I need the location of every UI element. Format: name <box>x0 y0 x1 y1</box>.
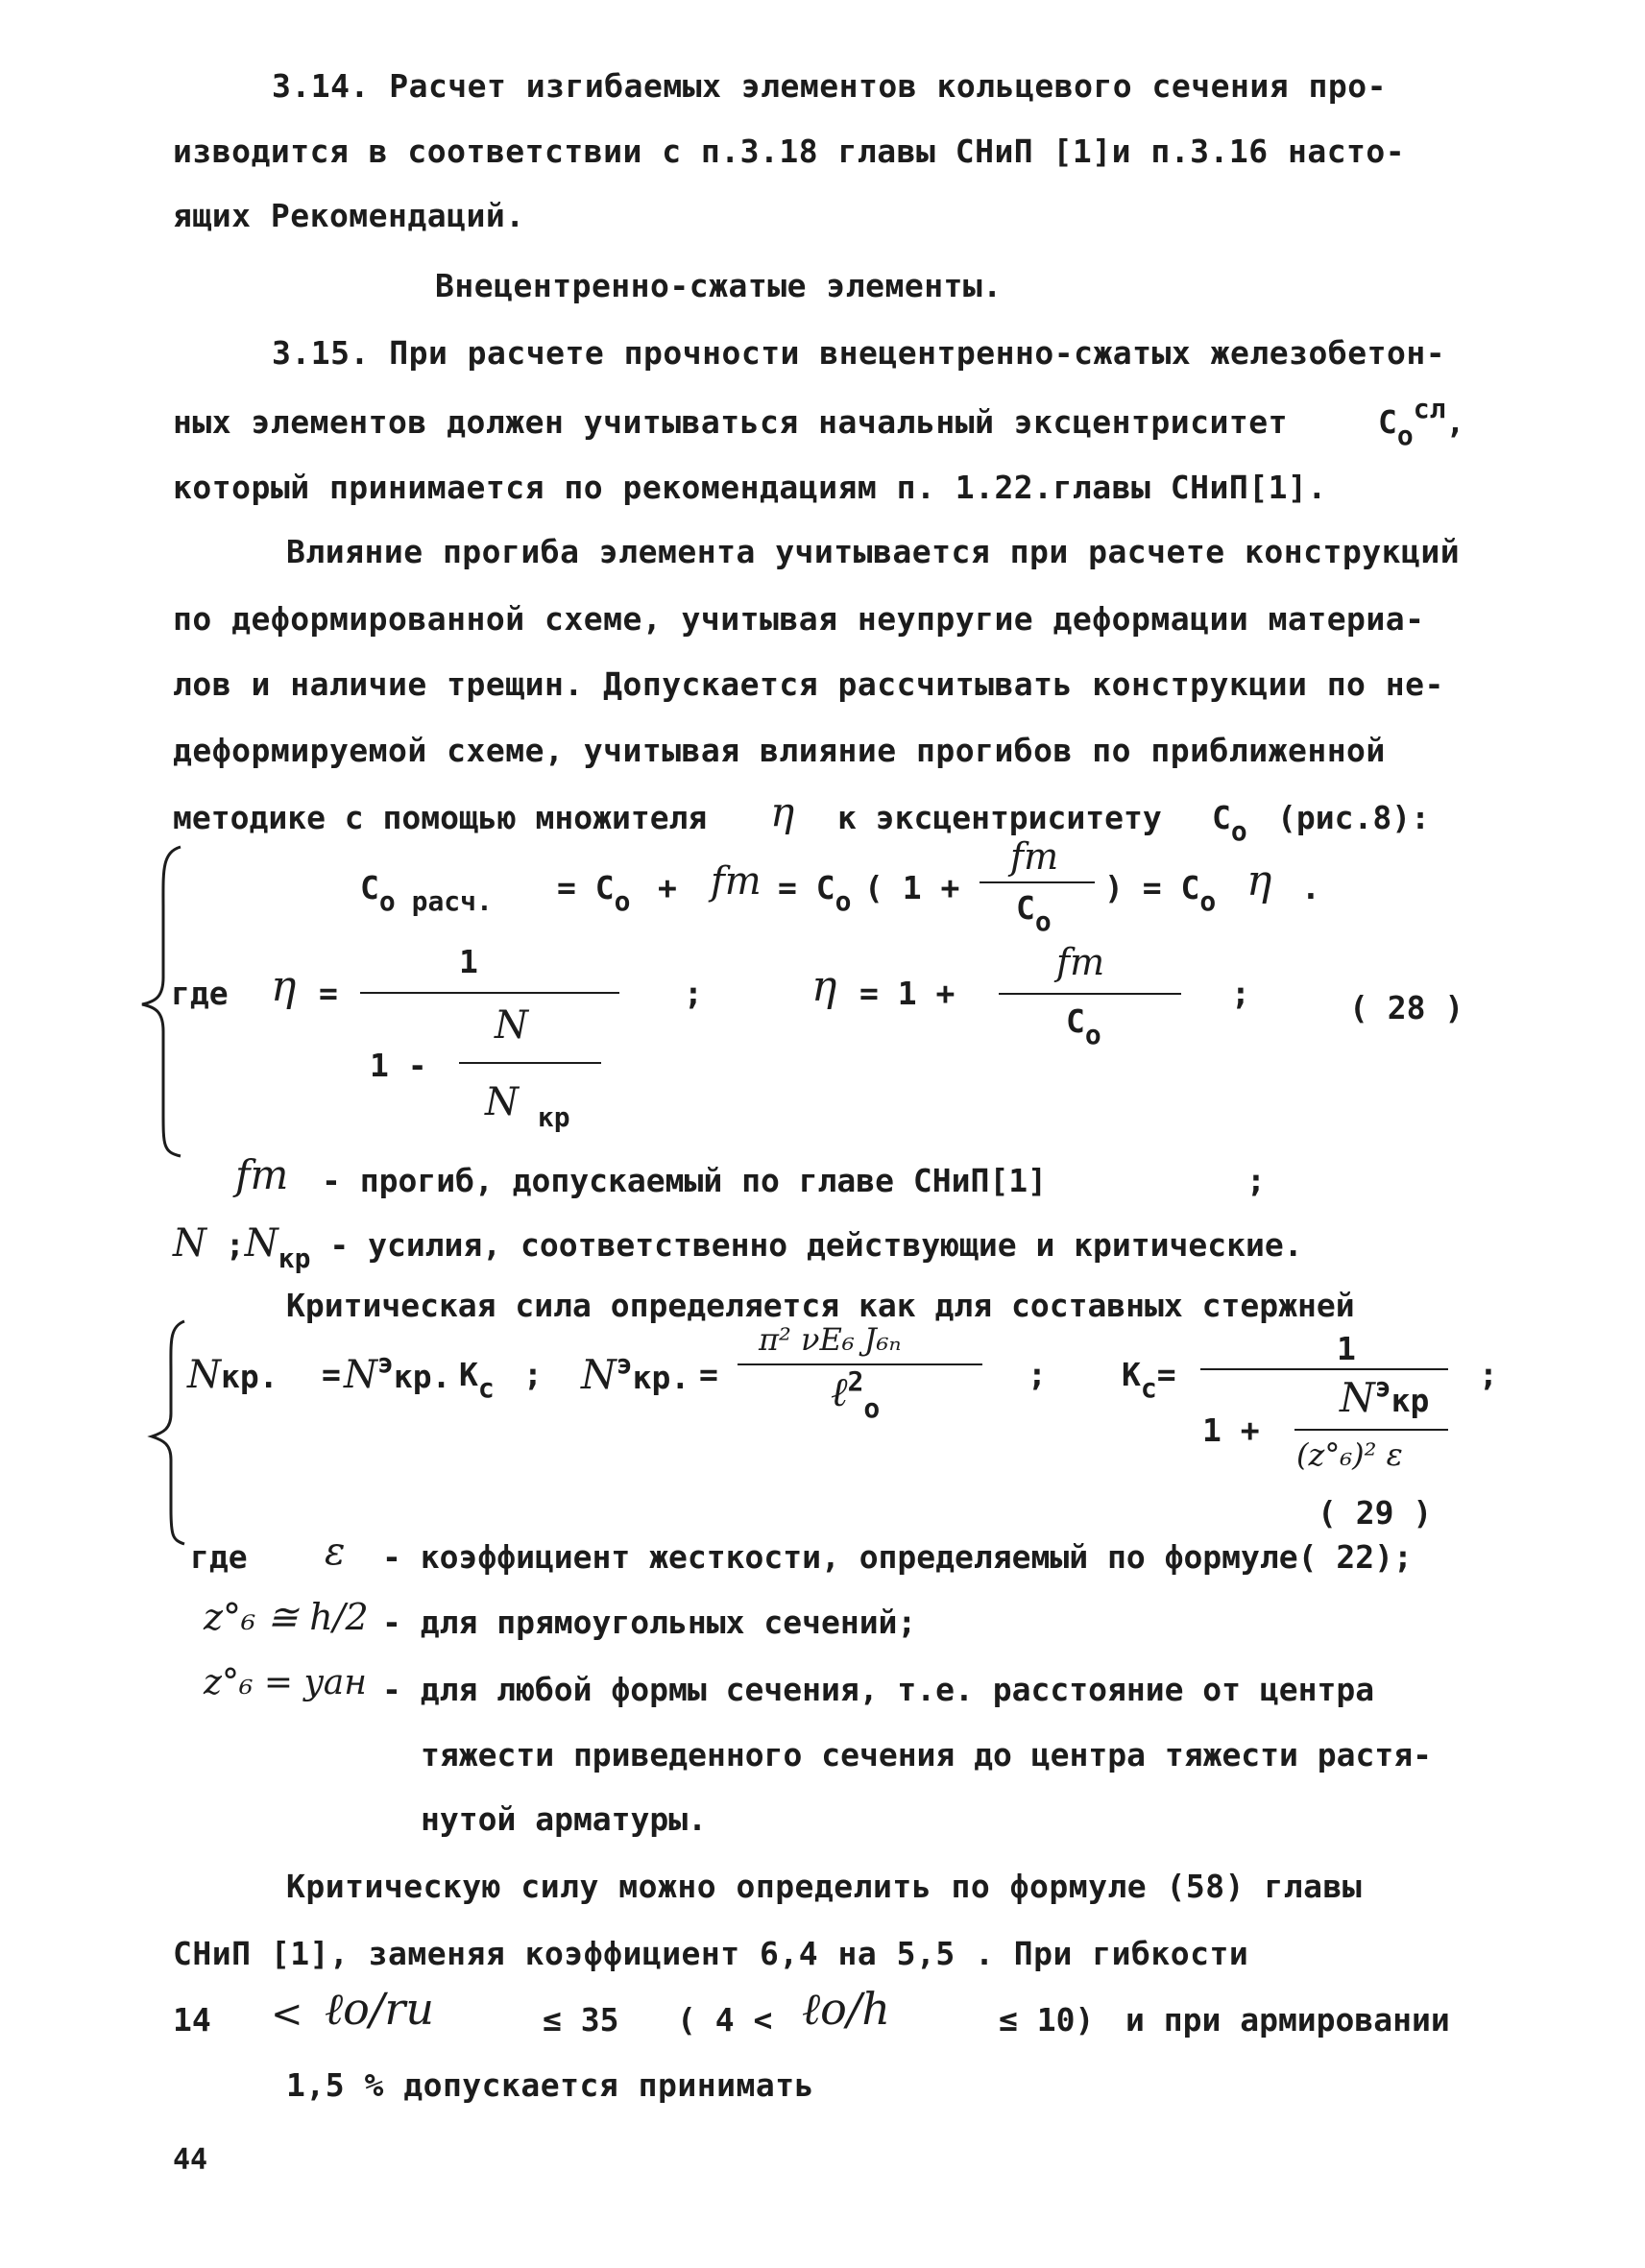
f2-den-sub: o <box>1084 1019 1101 1050</box>
z-any-symbol: z°₆ = yан <box>204 1663 367 1702</box>
slenderness-14: 14 <box>173 2001 211 2039</box>
e0-sup: сл <box>1413 393 1446 424</box>
defs-where: где <box>190 1538 248 1576</box>
c0-symbol <box>1212 799 1247 847</box>
nkr-e-den <box>831 1365 881 1424</box>
fm-def-symbol: fm <box>235 1151 289 1198</box>
eq2-base: = C <box>778 869 835 906</box>
semicolon-2: ; <box>1231 975 1250 1012</box>
frac-bar-2 <box>360 992 619 994</box>
c0-sub: o <box>1230 815 1247 847</box>
para-deflection-line-4: деформируемой схеме, учитывая влияние прогибов по приближенной <box>173 732 1386 769</box>
para-last-line-4: 1,5 % допускается принимать <box>286 2066 814 2104</box>
eps-text: - коэффициент жесткости, определяемый по формуле( 22); <box>382 1538 1413 1576</box>
frac-den-sub: o <box>1034 905 1052 937</box>
fm-symbol: fm <box>711 859 762 904</box>
eta-eq-1: = <box>319 975 338 1012</box>
eta-result: η <box>1246 857 1272 905</box>
para-last-line-1: Критическую силу можно определить по формуле (58) главы <box>286 1868 1363 1905</box>
fm-def-text: - прогиб, допускаемый по главе СНиП[1] <box>322 1162 1047 1199</box>
close-sub: o <box>1199 885 1217 917</box>
nkr-e-sup: э <box>616 1348 633 1380</box>
nkr-rhs-sub: кр. <box>393 1358 451 1395</box>
eq1-base: = C <box>557 869 615 906</box>
c0-calc-lhs <box>360 869 493 917</box>
frac-den-base: C <box>1016 889 1035 927</box>
kc-eq: = <box>1156 1356 1176 1393</box>
nkr-e-eq: = <box>699 1356 718 1393</box>
nkr-e-num: π² νE₆ J₆ₙ <box>759 1321 902 1358</box>
para-deflection-line-2: по деформированной схеме, учитывая неупругие деформации материа- <box>173 600 1425 638</box>
nkr-e-den-sub: o <box>863 1392 881 1424</box>
z-any-text-2: тяжести приведенного сечения до центра тяжести растя- <box>421 1736 1432 1773</box>
formula-29-number: ( 29 ) <box>1318 1494 1433 1532</box>
nkr-rhs-base: N <box>344 1353 377 1397</box>
kc-inner-num <box>1340 1371 1430 1422</box>
frac-num-fm: fm <box>1010 835 1059 878</box>
eta-lhs-2: η <box>811 962 837 1011</box>
frac-bar-4 <box>999 993 1181 995</box>
nkr-e-den-sup: 2 <box>847 1365 864 1397</box>
slenderness-le-1: ≤ 35 <box>543 2001 619 2039</box>
para-deflection-line-5a: методике с помощью множителя <box>173 799 708 836</box>
kc-lhs <box>1122 1356 1176 1404</box>
kc-den-a: 1 + <box>1202 1411 1260 1449</box>
para-315-line-2 <box>173 403 1288 442</box>
frac-bar-1 <box>980 881 1095 883</box>
c0-calc-base: C <box>360 869 379 906</box>
slenderness-lt-1: < <box>271 1992 303 2037</box>
formula-29-brace <box>146 1317 194 1548</box>
slenderness-ratio-1: ℓo/ru <box>325 1983 434 2035</box>
para-315-line-2-text: ных элементов должен учитываться начальный эксцентриситет <box>173 403 1288 441</box>
para-314-line-2: изводится в соответствии с п.3.18 главы СНиП [1]и п.3.16 насто- <box>173 133 1406 170</box>
kc-sub: c <box>477 1372 495 1404</box>
eps-symbol: ε <box>325 1530 346 1574</box>
eq2-sub: o <box>835 885 852 917</box>
where-label: где <box>171 975 229 1012</box>
kc-num: 1 <box>1337 1330 1356 1367</box>
n-def-text: - усилия, соответственно действующие и критические. <box>329 1226 1303 1264</box>
slenderness-tail: и при армировании <box>1125 2001 1450 2039</box>
nkr-rhs-sup: э <box>377 1347 394 1379</box>
kc-inner-den: (z°₆)² ε <box>1296 1436 1403 1473</box>
plus-sign: + <box>658 869 677 906</box>
n-def <box>173 1221 1303 1274</box>
kc-inner-num-sup: э <box>1374 1371 1391 1403</box>
para-315-line-3: который принимается по рекомендациям п. 1.22.главы СНиП[1]. <box>173 469 1327 506</box>
para-last-line-2: СНиП [1], заменяя коэффициент 6,4 на 5,5 . При гибкости <box>173 1935 1249 1972</box>
para-deflection-line-1: Влияние прогиба элемента учитывается при расчете конструкций <box>286 533 1461 570</box>
close-base: ) = C <box>1104 869 1200 906</box>
crit-intro: Критическая сила определяется как для составных стержней <box>286 1287 1355 1324</box>
frac-den-c0 <box>1016 889 1052 937</box>
eta-lhs-1: η <box>271 962 297 1011</box>
f1-inner-den-sub: кр <box>537 1101 570 1133</box>
frac-bar-6 <box>1200 1368 1448 1370</box>
para-314-line-1: 3.14. Расчет изгибаемых элементов кольцевого сечения про- <box>272 67 1387 105</box>
e0-sub: o <box>1396 420 1414 451</box>
formula-28-number: ( 28 ) <box>1349 989 1464 1026</box>
frac-bar-3 <box>459 1062 601 1064</box>
page-number: 44 <box>173 2143 208 2177</box>
nkr-lhs <box>187 1353 278 1397</box>
nkr-e-sub: кр. <box>632 1359 690 1396</box>
para-deflection-line-3: лов и наличие трещин. Допускается рассчитывать конструкции по не- <box>173 665 1444 703</box>
formula-dot: . <box>1301 869 1320 906</box>
kc-factor <box>459 1356 495 1404</box>
kc-base: K <box>459 1356 478 1393</box>
f1-inner-den-base: N <box>485 1080 519 1124</box>
f2-num: fm <box>1056 941 1105 983</box>
slenderness-paren: ( 4 < <box>677 2001 773 2039</box>
z-rect-text: - для прямоугольных сечений; <box>382 1604 917 1641</box>
f2-den <box>1066 1002 1101 1050</box>
e0-base: C <box>1378 403 1397 441</box>
nkr-lhs-sub: кр. <box>221 1358 278 1395</box>
f29-semi-c: ; <box>1479 1356 1498 1393</box>
n-symbol: N <box>173 1221 206 1266</box>
nkr-sub: кр <box>278 1243 311 1274</box>
nkr-lhs-base: N <box>187 1353 221 1397</box>
z-any-text-3: нутой арматуры. <box>421 1800 708 1838</box>
nkr-e-base: N <box>581 1351 617 1398</box>
nkr-e-lhs <box>581 1348 690 1399</box>
nkr-eq: = <box>322 1356 341 1393</box>
f1-den-a: 1 - <box>370 1047 427 1084</box>
c0-calc-sub: o расч. <box>378 885 493 917</box>
close-paren <box>1104 869 1217 917</box>
e0-tail: , <box>1445 403 1465 441</box>
c0-calc-eq1 <box>557 869 631 917</box>
n-sep: ; <box>225 1226 245 1264</box>
f29-semi-b: ; <box>1028 1356 1047 1393</box>
kc-inner-num-sub: кр <box>1391 1382 1430 1419</box>
f1-inner-den <box>485 1080 570 1133</box>
para-deflection-line-5b: к эксцентриситету <box>837 799 1162 836</box>
kc-lhs-sub: c <box>1140 1372 1157 1404</box>
slenderness-le-2: ≤ 10) <box>999 2001 1095 2039</box>
z-any-text-1: - для любой формы сечения, т.е. расстояние от центра <box>382 1671 1375 1708</box>
nkr-e-den-base: ℓ <box>831 1368 848 1415</box>
kc-inner-num-base: N <box>1340 1374 1375 1421</box>
fm-def-semi: ; <box>1246 1162 1266 1199</box>
para-deflection-line-5d: (рис.8): <box>1277 799 1430 836</box>
c0-calc-eq2 <box>778 869 852 917</box>
nkr-symbol: N <box>244 1221 278 1266</box>
eta-symbol: η <box>770 788 795 835</box>
para-315-line-1: 3.15. При расчете прочности внецентренно-сжатых железобетон- <box>272 334 1446 372</box>
slenderness-ratio-2: ℓo/h <box>802 1983 890 2035</box>
semicolon-1: ; <box>684 975 703 1012</box>
f1-num: 1 <box>459 943 478 980</box>
f29-semi-a: ; <box>523 1356 543 1393</box>
eta-eq-2: = 1 + <box>859 975 956 1012</box>
open-paren: ( 1 + <box>864 869 960 906</box>
c0-base: C <box>1212 799 1231 836</box>
para-314-line-3: ящих Рекомендаций. <box>173 197 525 234</box>
section-heading: Внецентренно-сжатые элементы. <box>435 267 1003 304</box>
eq1-sub: o <box>614 885 631 917</box>
nkr-rhs <box>344 1347 451 1398</box>
kc-lhs-base: K <box>1122 1356 1141 1393</box>
f1-inner-num: N <box>495 1003 528 1048</box>
z-rect-symbol: z°₆ ≅ h/2 <box>204 1596 369 1638</box>
eccentricity-symbol <box>1378 393 1465 451</box>
f2-den-base: C <box>1066 1002 1085 1040</box>
frac-bar-7 <box>1294 1429 1448 1431</box>
